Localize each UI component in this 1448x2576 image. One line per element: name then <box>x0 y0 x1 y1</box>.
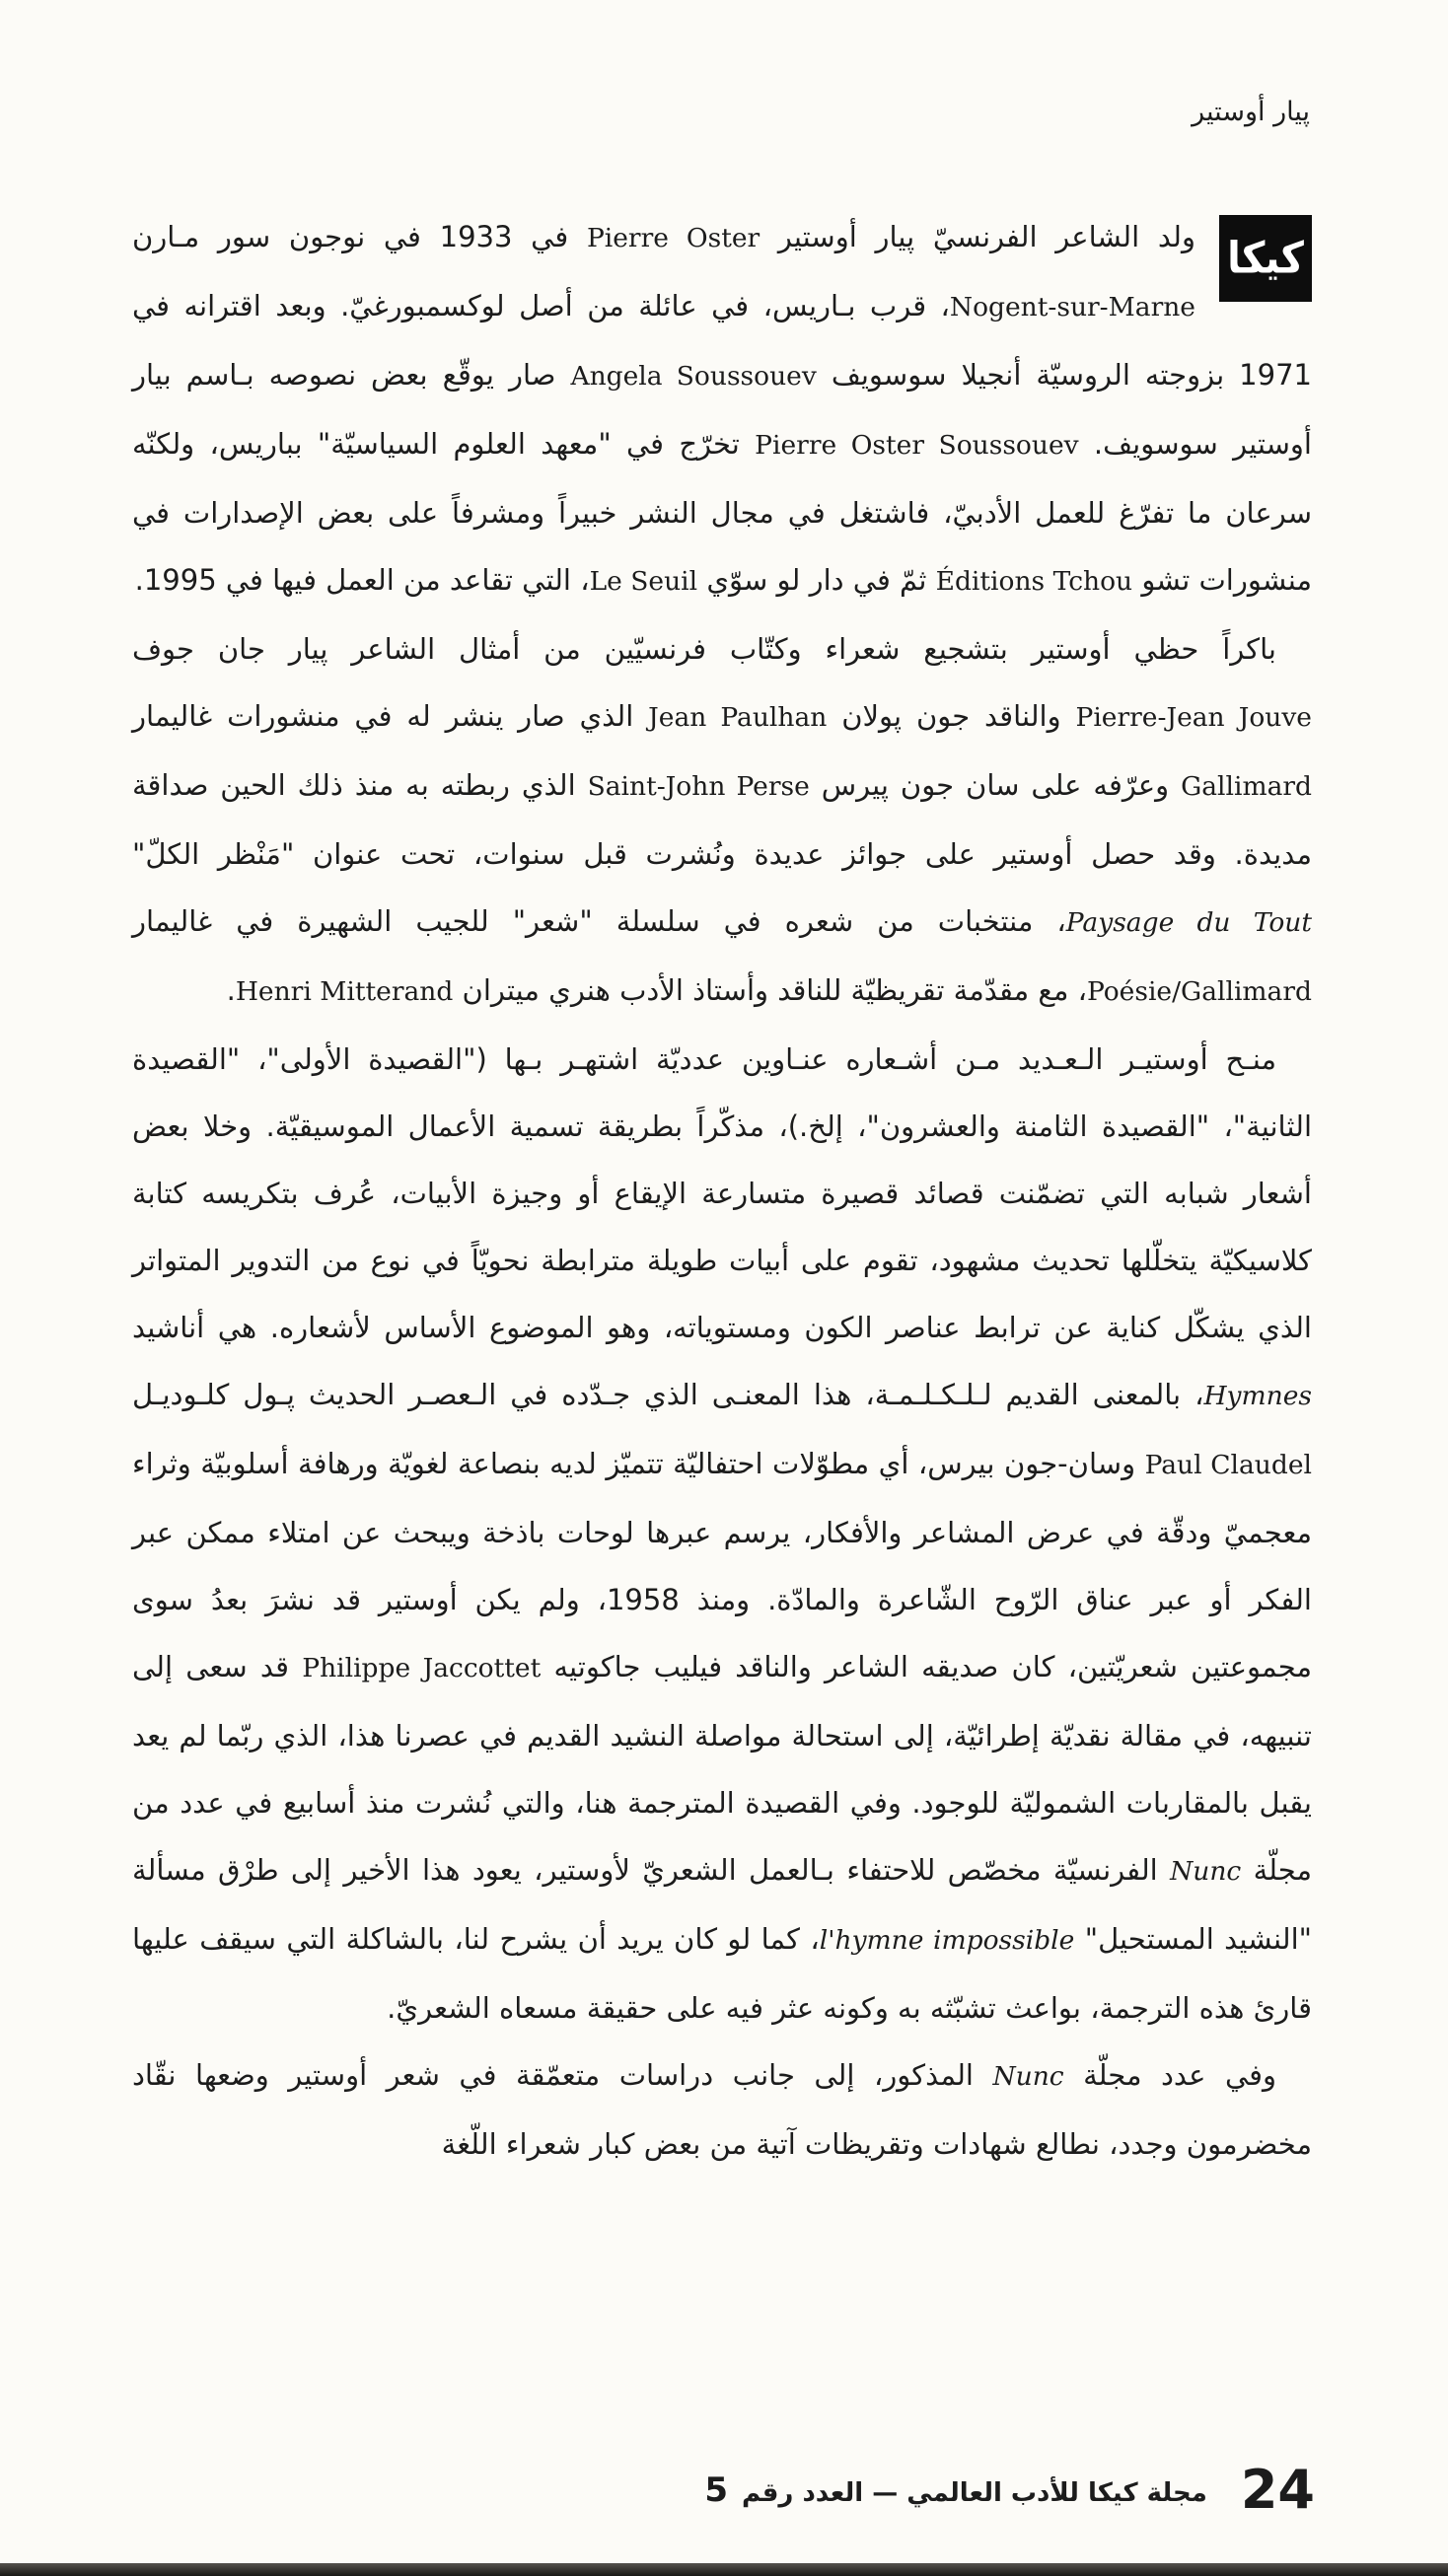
kikah-logo-text: كيكا <box>1227 233 1304 284</box>
latin-text-segment: Paul Claudel <box>1144 1450 1312 1480</box>
latin-text-segment: Angela Soussouev <box>570 361 817 392</box>
article-paragraph-3 <box>132 1026 1312 2041</box>
arabic-text-segment: باكراً حظي أوستير بتشجيع شعراء وكتّاب فرنسيّين من أمثال الشاعر پيار جان جوف <box>132 632 1276 666</box>
article-paragraph-4 <box>132 2041 1312 2178</box>
latin-text-segment: Nunc <box>1170 1856 1242 1887</box>
latin-text-segment: Jean Paulhan <box>648 702 828 733</box>
article-paragraph-1 <box>132 203 1312 615</box>
latin-text-segment: l'hymne impossible <box>819 1925 1075 1956</box>
latin-text-segment: Éditions Tchou <box>935 566 1133 597</box>
arabic-text-segment: ، كما لو كان يريد أن يشرح لنا، بالشاكلة التي سيقف عليها قارئ هذه الترجمة، بواعث تشبّثه به وكونه عثر فيه على حقيقة مسعاه الشعريّ. <box>132 1922 1312 2025</box>
arabic-text-segment: وفي عدد مجلّة <box>1063 2058 1276 2092</box>
arabic-text-segment: قد سعى إلى تنبيهه، في مقالة نقديّة إطرائيّة، إلى استحالة مواصلة النشيد القديم في عصرنا هذا، الذي ربّما لم يعد يقبل بالمقاربات الشموليّة للوجود. وفي القصيدة المترجمة هنا، والتي نُشرت منذ أسابيع في عدد من مجلّة <box>132 1650 1312 1887</box>
latin-text-segment: Pierre-Jean Jouve <box>1075 702 1312 733</box>
latin-text-segment: Saint-John Perse <box>587 771 810 802</box>
latin-text-segment: Le Seuil <box>589 566 698 597</box>
arabic-text-segment: ، قرب بـاريس، في عائلة من أصل لوكسمبورغيّ. وبعد اقترانه في 1971 بزوجته الروسيّة أنجيلا سوسويف <box>132 289 1312 392</box>
arabic-text-segment: منـح أوستيـر الـعـديد مـن أشـعاره عنـاوين عدديّة اشتهـر بـها ("القصيدة الأولى"، "القصيدة الثانية"، "القصيدة الثامنة والعشرون"، إلخ.)، مذكّراً بطريقة تسمية الأعمال الموسيقيّة. وخلا بعض أشعار شبابه التي تضمّنت قصائد قصيرة متسارعة الإيقاع أو وجيزة الأبيات، عُرف بتكريسه كتابة كلاسيكيّة يتخلّلها تحديث مشهود، تقوم على أبيات طويلة مترابطة نحويّاً في نوع من التدوير المتواتر الذي يشكّل كناية عن ترابط عناصر الكون ومستوياته، وهو الموضوع الأساس لأشعاره. هي أناشيد <box>132 1042 1312 1344</box>
arabic-text-segment: الذي ربطته به منذ ذلك الحين صداقة مديدة. وقد حصل أوستير على جوائز عديدة ونُشرت قبل سنوات، تحت عنوان "مَنْظر الكلّ" <box>132 768 1312 871</box>
arabic-text-segment: وعرّفه على سان جون پيرس <box>809 768 1182 802</box>
arabic-text-segment: وسان-جون بيرس، أي مطوّلات احتفاليّة تتميّز لديه بنصاعة لغويّة ورهافة أسلوبيّة وثراء معجميّ ودقّة في عرض المشاعر والأفكار، يرسم عبرها لوحات باذخة ويبحث عن امتلاء ممكن عبر الفكر أو عبر عناق الرّوح الشّاعرة والمادّة. ومنذ 1958، ولم يكن أوستير قد نشرَ بعدُ سوى مجموعتين شعريّتين، كان صديقه الشاعر والناقد فيليب جاكوتيه <box>132 1447 1313 1683</box>
latin-text-segment: Pierre Oster Soussouev <box>755 430 1079 461</box>
latin-text-segment: Hymnes <box>1203 1381 1312 1411</box>
arabic-text-segment: ولد الشاعر الفرنسيّ پيار أوستير <box>760 220 1195 253</box>
arabic-text-segment: صار يوقّع بعض نصوصه بـاسم بيار أوستير سوسويف. <box>132 358 1312 461</box>
latin-text-segment: Henri Mitterand <box>235 976 454 1007</box>
arabic-text-segment: في 1933 في نوجون سور مـارن <box>132 220 587 253</box>
arabic-text-segment: الفرنسيّة مخصّص للاحتفاء بـالعمل الشعريّ لأوستير، يعود هذا الأخير إلى طرْق مسألة "النشيد المستحيل" <box>132 1853 1312 1956</box>
running-head-title: پيار أوستير <box>1192 97 1310 127</box>
journal-title: مجلة كيكا للأدب العالمي — العدد رقم <box>742 2477 1207 2508</box>
article-body <box>132 203 1312 2178</box>
arabic-text-segment: الذي صار ينشر له في منشورات غاليمار <box>132 699 649 733</box>
issue-number: 5 <box>704 2469 729 2510</box>
journal-line <box>704 2470 1207 2510</box>
arabic-text-segment: المذكور، إلى جانب دراسات متعمّقة في شعر أوستير وضعها نقّاد مخضرمون وجدد، نطالع شهادات وتقريظات آتية من بعض كبار شعراء اللّغة <box>132 2058 1312 2161</box>
article-paragraph-2 <box>132 615 1312 1026</box>
arabic-text-segment: ثمّ في دار لو سوّي <box>697 563 936 597</box>
kikah-magazine-logo <box>1219 215 1312 302</box>
arabic-text-segment: ، التي تقاعد من العمل فيها في 1995. <box>134 563 590 597</box>
arabic-text-segment: ، منتخبات من شعره في سلسلة "شعر" للجيب الشهيرة في غاليمار <box>132 904 1066 938</box>
page-number: 24 <box>1240 2459 1315 2521</box>
latin-text-segment: Nunc <box>992 2061 1064 2092</box>
arabic-text-segment: والناقد جون پولان <box>827 699 1076 733</box>
latin-text-segment: Poésie/Gallimard <box>1086 976 1312 1007</box>
latin-text-segment: Nogent-sur-Marne <box>949 292 1195 322</box>
arabic-text-segment: ، بالمعنى القديم لـلـكـلـمـة، هذا المعنـى الذي جـدّده في الـعصـر الحديث پـول كلـوديـل <box>132 1378 1204 1411</box>
latin-text-segment: Philippe Jaccottet <box>302 1653 542 1683</box>
page-footer <box>704 2459 1315 2521</box>
arabic-text-segment: . <box>226 973 236 1007</box>
arabic-text-segment: ، مع مقدّمة تقريظيّة للناقد وأستاذ الأدب هنري ميتران <box>453 973 1087 1007</box>
latin-text-segment: Paysage du Tout <box>1065 907 1312 938</box>
scan-bottom-edge <box>0 2563 1448 2576</box>
arabic-text-segment: تخرّج في "معهد العلوم السياسيّة" بباريس، ولكنّه سرعان ما تفرّغ للعمل الأدبيّ، فاشتغل في مجال النشر خبيراً ومشرفاً على بعض الإصدارات في منشورات تشو <box>132 427 1312 597</box>
latin-text-segment: Pierre Oster <box>586 223 760 253</box>
latin-text-segment: Gallimard <box>1181 771 1313 802</box>
